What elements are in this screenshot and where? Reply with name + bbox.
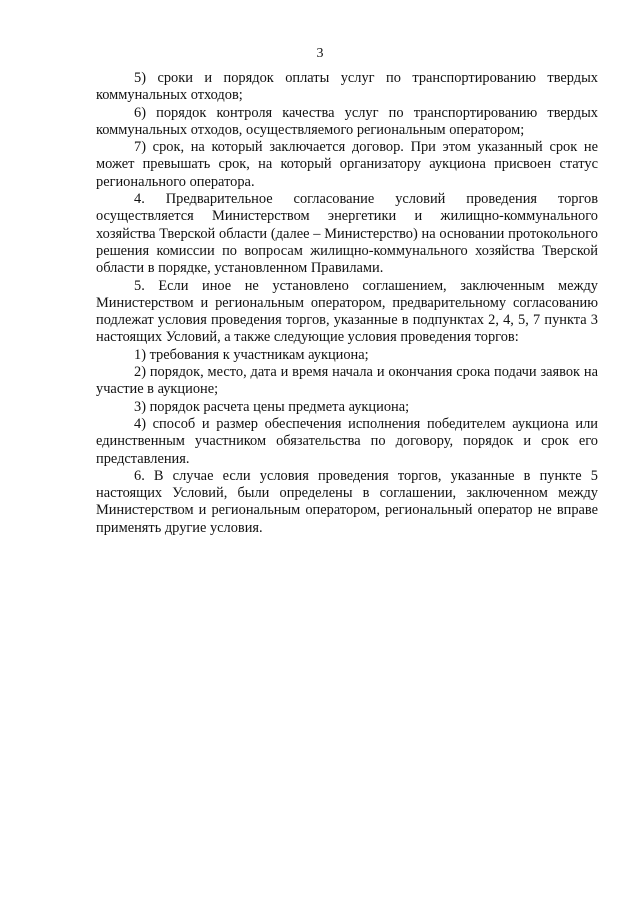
paragraph-item-7-contract-term: 7) срок, на который заключается договор. При этом указанный срок не может превышать срок, на который организатору аукциона присвоен статус регионального оператора.	[96, 139, 598, 190]
paragraph-6-agreement-conditions: 6. В случае если условия проведения торгов, указанные в пункте 5 настоящих Условий, были определены в соглашении, заключенном между Министерством и региональным оператором, региональный оператор не вправе применять другие условия.	[96, 467, 598, 536]
paragraph-subitem-2-application-period: 2) порядок, место, дата и время начала и окончания срока подачи заявок на участие в аукционе;	[96, 364, 598, 398]
page-number: 3	[316, 46, 324, 61]
paragraph-5-conditions: 5. Если иное не установлено соглашением, заключенным между Министерством и региональным оператором, предварительному согласованию подлежат условия проведения торгов, указанные в подпунктах 2, 4, 5, 7 пункта 3 настоящих Условий, а также следующие условия проведения торгов:	[96, 277, 598, 346]
paragraph-subitem-3-price-calculation: 3) порядок расчета цены предмета аукциона;	[134, 398, 410, 415]
paragraph-subitem-1-requirements: 1) требования к участникам аукциона;	[134, 346, 369, 363]
paragraph-4-preliminary-approval: 4. Предварительное согласование условий проведения торгов осуществляется Министерством энергетики и жилищно-коммунального хозяйства Тверской области (далее – Министерство) на основании протокольного решения комиссии по вопросам жилищно-коммунального хозяйства Тверской области в порядке, установленном Правилами.	[96, 191, 598, 277]
paragraph-item-5-payment-terms: 5) сроки и порядок оплаты услуг по транспортированию твердых коммунальных отходов;	[96, 70, 598, 104]
paragraph-subitem-4-security: 4) способ и размер обеспечения исполнения победителем аукциона или единственным участником обязательства по договору, порядок и срок его представления.	[96, 415, 598, 467]
document-body	[96, 70, 598, 537]
paragraph-item-6-quality-control: 6) порядок контроля качества услуг по транспортированию твердых коммунальных отходов, осуществляемого региональным оператором;	[96, 104, 598, 138]
